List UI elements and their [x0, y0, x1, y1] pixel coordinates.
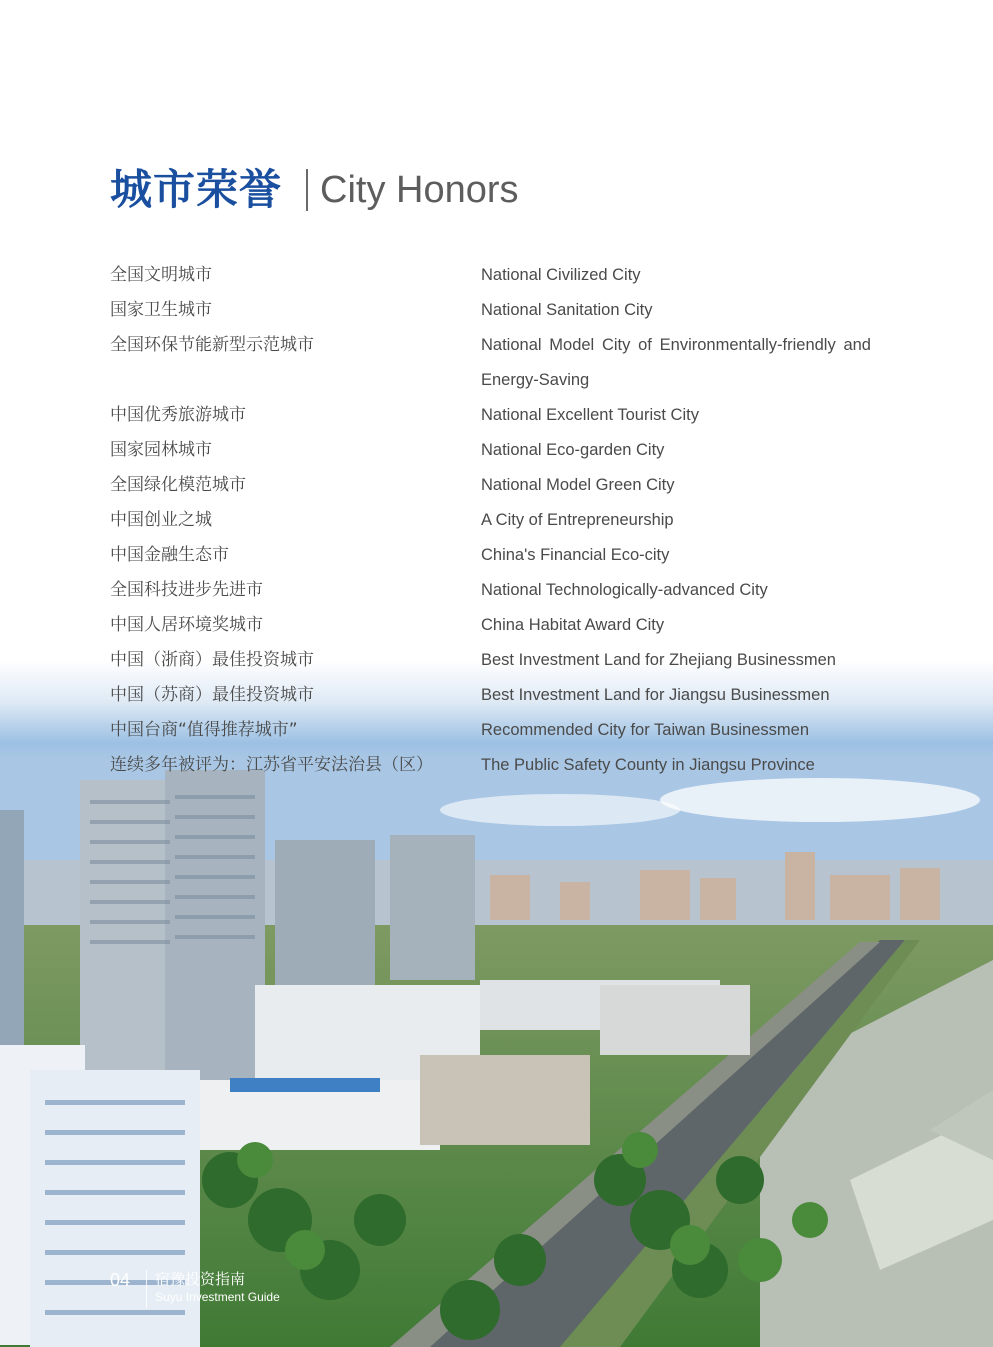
honor-chinese: 连续多年被评为：江苏省平安法治县（区）: [110, 755, 433, 775]
honor-chinese: 国家卫生城市: [110, 300, 212, 320]
honor-chinese: 中国创业之城: [110, 510, 212, 530]
publication-name-english: Suyu Investment Guide: [155, 1290, 280, 1304]
honor-chinese: 中国（浙商）最佳投资城市: [110, 650, 314, 670]
honor-chinese: 全国科技进步先进市: [110, 580, 263, 600]
honor-item: [110, 293, 890, 328]
page-title: [110, 160, 519, 220]
honor-english: National Civilized City: [481, 266, 641, 284]
honor-item: [110, 678, 890, 713]
publication-name-chinese: 宿豫投资指南: [155, 1270, 246, 1288]
honor-item: [110, 538, 890, 573]
honor-english: National Sanitation City: [481, 301, 653, 319]
honor-english: Best Investment Land for Jiangsu Businessmen: [481, 686, 830, 704]
honor-chinese: 全国环保节能新型示范城市: [110, 335, 314, 355]
honor-item: [110, 258, 890, 293]
honor-item: [110, 468, 890, 503]
honor-chinese: 中国（苏商）最佳投资城市: [110, 685, 314, 705]
honor-item: [110, 573, 890, 608]
honor-english: A City of Entrepreneurship: [481, 511, 674, 529]
honor-chinese: 中国金融生态市: [110, 545, 229, 565]
page-footer: [110, 1268, 280, 1308]
honor-chinese: 中国台商“值得推荐城市”: [110, 720, 298, 740]
honor-english: National Eco-garden City: [481, 441, 665, 459]
honor-english: The Public Safety County in Jiangsu Province: [481, 756, 815, 774]
footer-divider: [146, 1270, 147, 1308]
page-number: 04: [110, 1270, 131, 1290]
honor-chinese: 全国文明城市: [110, 265, 212, 285]
honor-item: [110, 643, 890, 678]
honor-english: National Technologically-advanced City: [481, 581, 768, 599]
honor-english: National Model Green City: [481, 476, 675, 494]
honor-item: [110, 503, 890, 538]
honors-list: [110, 258, 890, 783]
honor-english: China Habitat Award City: [481, 616, 665, 634]
honor-item: [110, 433, 890, 468]
page-title-english: City Honors: [320, 169, 519, 211]
honor-chinese: 中国优秀旅游城市: [110, 405, 246, 425]
honor-chinese: 中国人居环境奖城市: [110, 615, 263, 635]
honor-chinese: 国家园林城市: [110, 440, 212, 460]
publication-name: [155, 1268, 280, 1304]
honor-english: Recommended City for Taiwan Businessmen: [481, 721, 810, 739]
honor-item: [110, 328, 890, 398]
honor-english: Best Investment Land for Zhejiang Businessmen: [481, 651, 836, 669]
honor-english: National Model City of Environmentally-friendly and Energy-Saving: [481, 336, 871, 389]
honor-item: [110, 748, 890, 783]
honor-item: [110, 713, 890, 748]
honor-english: National Excellent Tourist City: [481, 406, 699, 424]
honor-chinese: 全国绿化模范城市: [110, 475, 246, 495]
honor-english: China's Financial Eco-city: [481, 546, 670, 564]
honor-item: [110, 398, 890, 433]
page-title-chinese: 城市荣誉: [110, 165, 283, 214]
honor-item: [110, 608, 890, 643]
title-divider: [306, 169, 308, 211]
